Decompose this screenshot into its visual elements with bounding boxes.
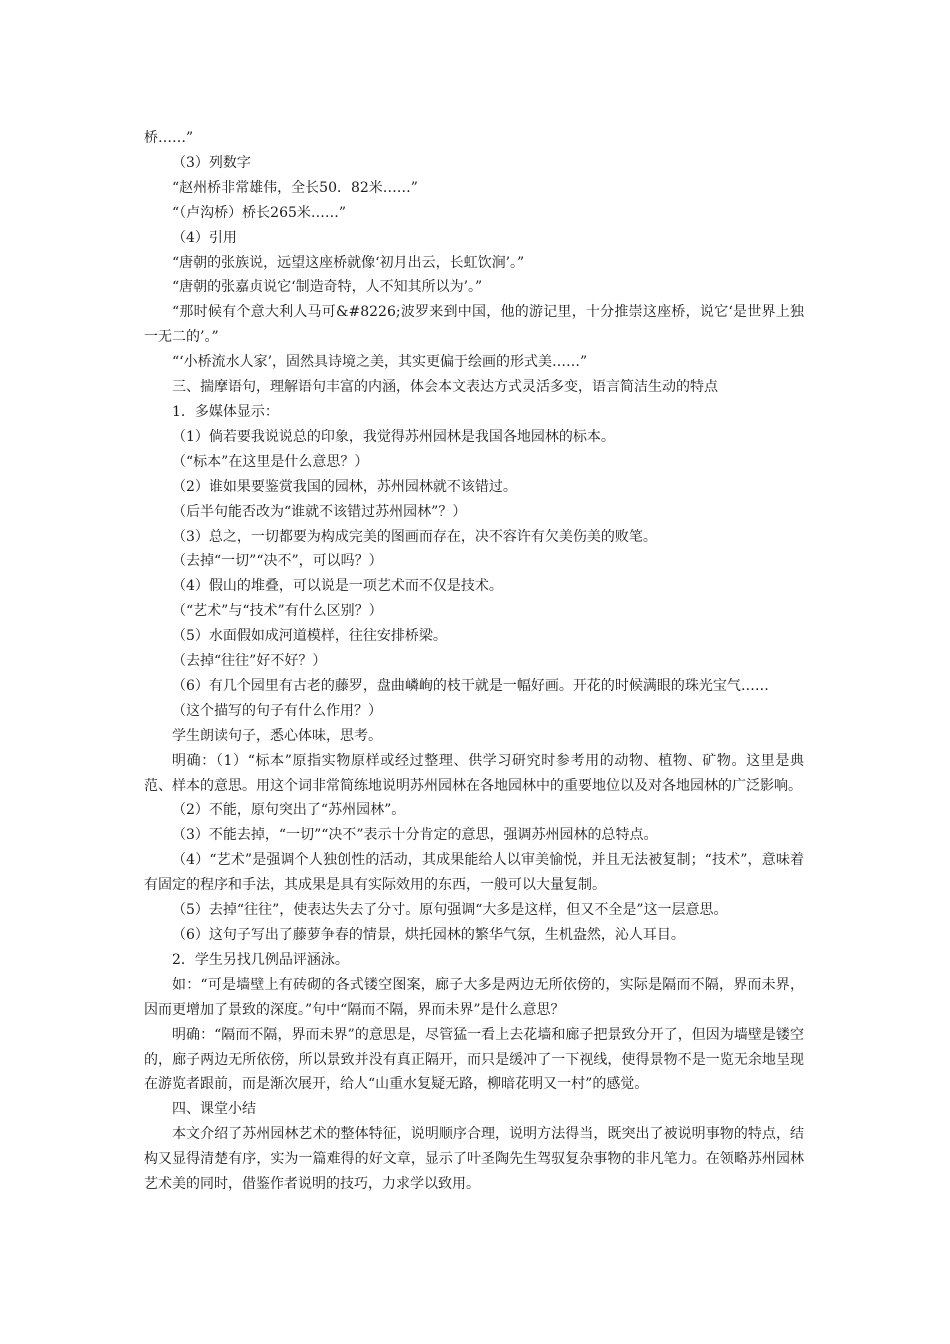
text-line: “（卢沟桥）桥长265米……” (172, 204, 347, 221)
answer-paragraph-1: 明确：（1）“标本”原指实物原样或经过整理、供学习研究时参考用的动物、植物、矿物。这里是典范、样本的意思。用这个词非常简练地说明苏州园林在各地园林中的重要地位以及对各地园林的广泛影响。 (144, 752, 804, 794)
section-heading: 四、课堂小结 (172, 1101, 256, 1118)
text-line: “唐朝的张嘉贞说它‘制造奇特，人不知其所以为’。” (172, 279, 483, 296)
text-line: （6）有几个园里有古老的藤罗，盘曲嶙峋的枝干就是一幅好画。开花的时候满眼的珠光宝气…… (172, 677, 769, 694)
polo-quote-paragraph: “那时候有个意大利人马可&#8226;波罗来到中国，他的游记里，十分推崇这座桥，说它‘是世界上独一无二的’。” (144, 304, 804, 346)
text-line: （去掉“往往”好不好？） (172, 653, 327, 670)
text-line: （2）不能，原句突出了“苏州园林”。 (172, 802, 406, 819)
text-line: （6）这句子写出了藤萝争春的情景，烘托园林的繁华气氛，生机盎然，沁人耳目。 (172, 927, 685, 943)
text-line: （这个描写的句子有什么作用？） (172, 702, 382, 719)
text-line: （5）水面假如成河道模样，往往安排桥梁。 (172, 628, 447, 645)
text-line: （1）倘若要我说说总的印象，我觉得苏州园林是我国各地园林的标本。 (172, 428, 615, 445)
text-line: （去掉“一切”“决不”，可以吗？） (172, 553, 383, 570)
text-line: （“艺术”与“技术”有什么区别？） (172, 603, 383, 620)
text-line: 桥……” (144, 130, 194, 146)
text-line: 2．学生另找几例品评涵泳。 (172, 951, 349, 968)
text-line: （5）去掉“往往”，使表达失去了分寸。原句强调“大多是这样，但又不全是”这一层意思。 (172, 902, 728, 919)
summary-paragraph: 本文介绍了苏州园林艺术的整体特征，说明顺序合理，说明方法得当，既突出了被说明事物的特点，结构又显得清楚有序，实为一篇难得的好文章，显示了叶圣陶先生驾驭复杂事物的非凡笔力。在领略苏州园林艺术美的同时，借鉴作者说明的技巧，力求学以致用。 (144, 1126, 804, 1193)
answer-paragraph-4: （4）“艺术”是强调个人独创性的活动，其成果能给人以审美愉悦，并且无法被复制；“技术”，意味着有固定的程序和手法，其成果是具有实际效用的东西，一般可以大量复制。 (144, 852, 804, 894)
example-paragraph: 如：“可是墙壁上有砖砌的各式镂空图案，廊子大多是两边无所依傍的，实际是隔而不隔，界而未界，因而更增加了景致的深度。”句中“隔而不隔，界而未界”是什么意思？ (144, 976, 804, 1018)
text-line: “‘小桥流水人家’，固然具诗境之美，其实更偏于绘画的形式美……” (172, 354, 588, 371)
text-line: （“标本”在这里是什么意思？） (172, 453, 369, 470)
text-line: （后半句能否改为“谁就不该错过苏州园林”？） (172, 503, 467, 520)
text-line: （3）总之，一切都要为构成完美的图画而存在，决不容许有欠美伤美的败笔。 (172, 528, 657, 545)
text-line: （2）谁如果要鉴赏我国的园林，苏州园林就不该错过。 (172, 478, 517, 495)
text-line: （3）不能去掉，“一切”“决不”表示十分肯定的意思，强调苏州园林的总特点。 (172, 827, 658, 844)
text-line: 学生朗读句子，悉心体味，思考。 (172, 727, 382, 744)
text-line: （3）列数字 (172, 154, 251, 171)
text-line: “赵州桥非常雄伟，全长50．82米……” (172, 179, 418, 196)
document-body (144, 126, 804, 1197)
text-line: “唐朝的张族说，远望这座桥就像‘初月出云，长虹饮涧’。” (172, 254, 525, 271)
text-line: （4）引用 (172, 229, 237, 246)
section-heading: 三、揣摩语句，理解语句丰富的内涵，体会本文表达方式灵活多变，语言简洁生动的特点 (172, 379, 718, 396)
text-line: 1．多媒体显示： (172, 403, 279, 420)
text-line: （4）假山的堆叠，可以说是一项艺术而不仅是技术。 (172, 578, 503, 595)
answer-paragraph-2: 明确：“隔而不隔，界而未界”的意思是，尽管猛一看上去花墙和廊子把景致分开了，但因为墙壁是镂空的，廊子两边无所依傍，所以景致并没有真正隔开，而只是缓冲了一下视线，使得景物不是一览无余地呈现在游览者跟前，而是渐次展开，给人“山重水复疑无路，柳暗花明又一村”的感觉。 (144, 1026, 804, 1093)
